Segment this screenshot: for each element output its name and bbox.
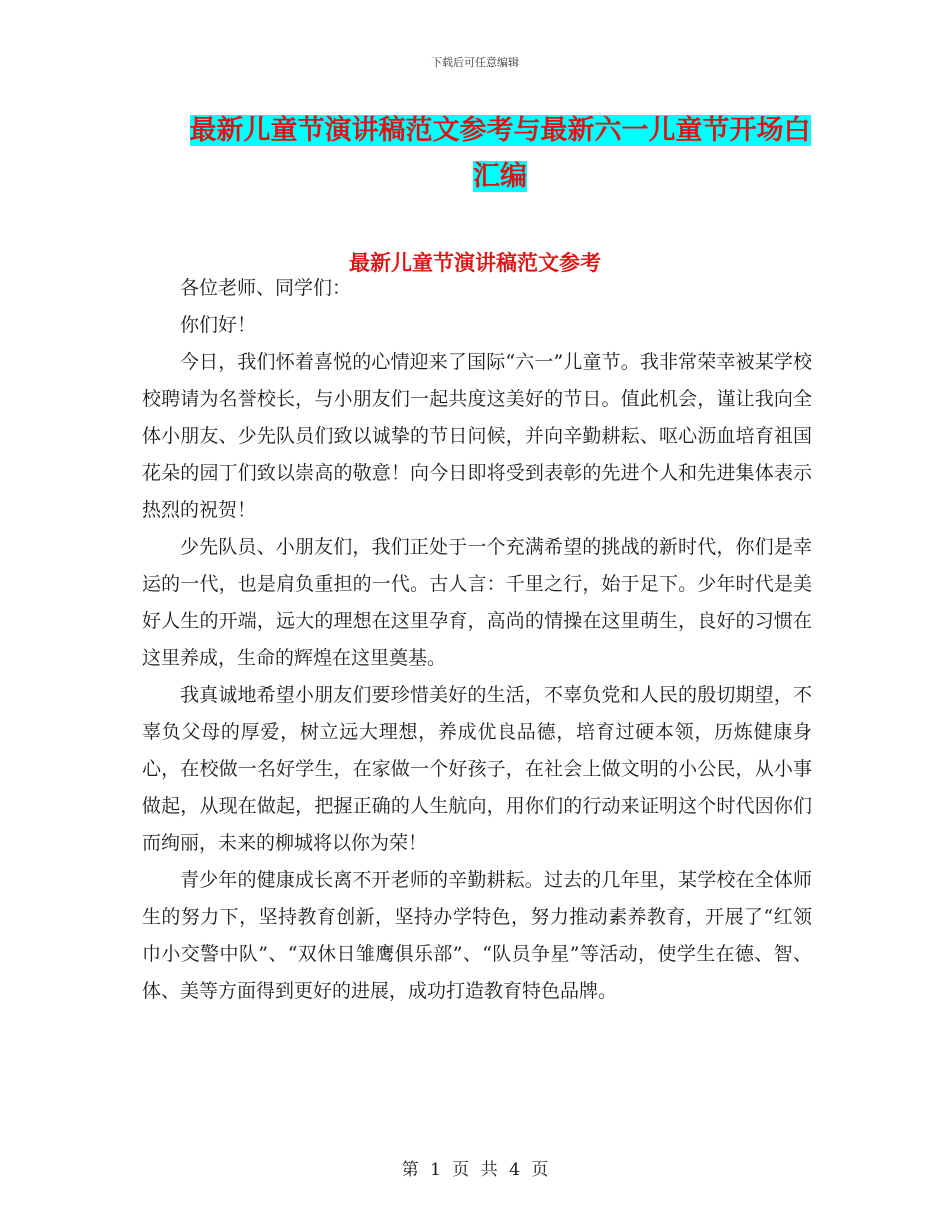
paragraph-greeting: 各位老师、同学们： [180, 277, 352, 299]
header-note: 下载后可任意编辑 [431, 56, 519, 69]
page-number-footer: 第 1 页 共 4 页 [401, 1160, 549, 1180]
document-title-line1: 最新儿童节演讲稿范文参考与最新六一儿童节开场白 [189, 115, 811, 146]
paragraph: 我真诚地希望小朋友们要珍惜美好的生活，不辜负党和人民的殷切期望，不辜负父母的厚爱，树立远大理想，养成优良品德，培育过硬本领，历炼健康身心，在校做一名好学生，在家做一个好孩子，在社会上做文明的小公民，从小事做起，从现在做起，把握正确的人生航向，用你们的行动来证明这个时代因你们而绚丽，未来的柳城将以你为荣！ [142, 684, 812, 854]
paragraph: 青少年的健康成长离不开老师的辛勤耕耘。过去的几年里，某学校在全体师生的努力下，坚持教育创新，坚持办学特色，努力推动素养教育，开展了“红领巾小交警中队”、“双休日雏鹰俱乐部”、“队员争星”等活动，使学生在德、智、体、美等方面得到更好的进展，成功打造教育特色品牌。 [142, 869, 812, 1002]
section-title: 最新儿童节演讲稿范文参考 [349, 251, 601, 275]
paragraph: 少先队员、小朋友们，我们正处于一个充满希望的挑战的新时代，你们是幸运的一代，也是肩负重担的一代。古人言：千里之行，始于足下。少年时代是美好人生的开端，远大的理想在这里孕育，高尚的情操在这里萌生，良好的习惯在这里养成，生命的辉煌在这里奠基。 [142, 536, 812, 669]
document-title [160, 108, 840, 200]
document-title-line2: 汇编 [473, 161, 527, 192]
paragraph-hello: 你们好！ [180, 314, 257, 336]
document-body [142, 270, 812, 1010]
paragraph: 今日，我们怀着喜悦的心情迎来了国际“六一”儿童节。我非常荣幸被某学校校聘请为名誉校长，与小朋友们一起共度这美好的节日。值此机会，谨让我向全体小朋友、少先队员们致以诚挚的节日问候，并向辛勤耕耘、呕心沥血培育祖国花朵的园丁们致以崇高的敬意！向今日即将受到表彰的先进个人和先进集体表示热烈的祝贺！ [142, 351, 812, 521]
